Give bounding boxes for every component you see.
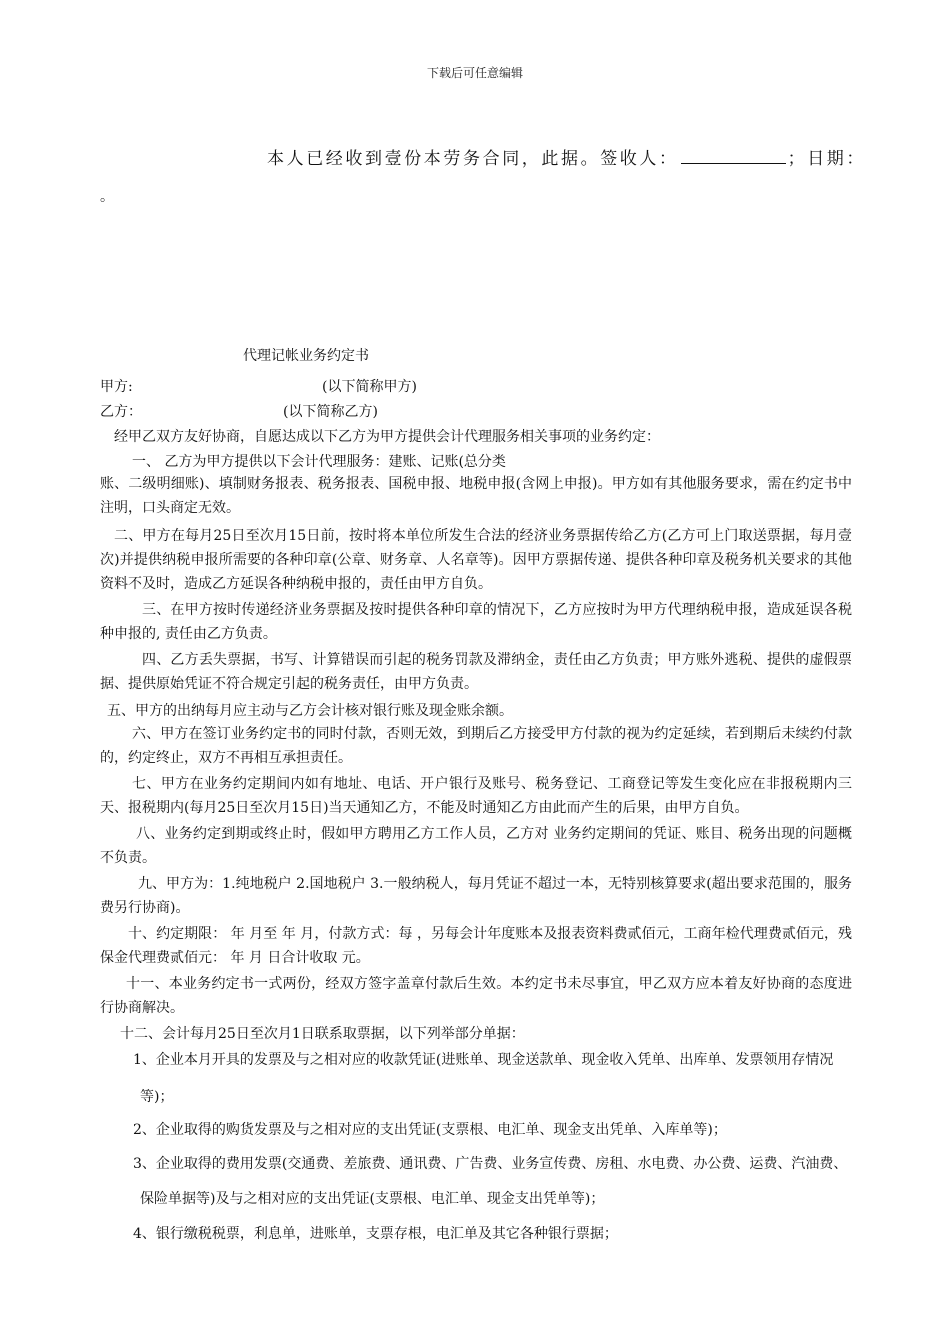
signer-blank [681, 149, 786, 164]
list-item-2: 2、企业取得的购货发票及与之相对应的支出凭证(支票根、电汇单、现金支出凭单、入库单等)； [133, 1122, 727, 1138]
clause-8: 八、业务约定到期或终止时，假如甲方聘用乙方工作人员，乙方对 业务约定期间的凭证、账目、税务出现的问题概不负责。 [100, 826, 852, 866]
document-title: 代理记帐业务约定书 [243, 348, 369, 364]
clause-12: 十二、会计每月25日至次月1日联系取票据，以下列举部分单据： [120, 1026, 525, 1042]
list-item-4: 4、银行缴税税票，利息单，进账单，支票存根，电汇单及其它各种银行票据； [133, 1226, 618, 1242]
receipt-end: 。 [100, 189, 114, 205]
party-a-note: (以下简称甲方) [322, 379, 417, 395]
header-note: 下载后可任意编辑 [426, 66, 523, 80]
clause-1-line1: 一、 乙方为甲方提供以下会计代理服务：建账、记账(总分类 [132, 454, 506, 470]
clause-1-rest: 账、二级明细账)、填制财务报表、税务报表、国税申报、地税申报(含网上申报)。甲方如有其他服务要求，需在约定书中注明，口头商定无效。 [100, 476, 852, 516]
clause-10: 十、约定期限： 年 月至 年 月，付款方式：每 ，另每会计年度账本及报表资料费贰佰元，工商年检代理费贰佰元，残保金代理费贰佰元： 年 月 日合计收取 元。 [100, 926, 852, 966]
clause-5: 五、甲方的出纳每月应主动与乙方会计核对银行账及现金账余额。 [107, 703, 513, 719]
clause-7: 七、甲方在业务约定期间内如有地址、电话、开户银行及账号、税务登记、工商登记等发生变化应在非报税期内三天、报税期内(每月25日至次月15日)当天通知乙方，不能及时通知乙方由此而产生的后果，由甲方自负。 [100, 776, 852, 816]
receipt-text: 本人已经收到壹份本劳务合同，此据。签收人： [267, 149, 679, 169]
party-a-label: 甲方: [100, 379, 133, 395]
party-b-label: 乙方： [100, 404, 142, 420]
list-item-3-cont: 保险单据等)及与之相对应的支出凭证(支票根、电汇单、现金支出凭单等)； [140, 1191, 605, 1207]
clause-9: 九、甲方为：1.纯地税户 2.国地税户 3.一般纳税人，每月凭证不超过一本，无特别核算要求(超出要求范围的，服务费另行协商)。 [100, 876, 852, 916]
clause-6: 六、甲方在签订业务约定书的同时付款，否则无效，到期后乙方接受甲方付款的视为约定延续，若到期后未续约付款的，约定终止，双方不再相互承担责任。 [100, 726, 852, 766]
receipt-date-label: ；日期： [787, 149, 867, 169]
party-b-note: (以下简称乙方) [283, 404, 378, 420]
list-item-1: 1、企业本月开具的发票及与之相对应的收款凭证(进账单、现金送款单、现金收入凭单、出库单、发票领用存情况 [133, 1052, 834, 1068]
intro-paragraph: 经甲乙双方友好协商，自愿达成以下乙方为甲方提供会计代理服务相关事项的业务约定： [114, 429, 660, 445]
clause-11: 十一、本业务约定书一式两份，经双方签字盖章付款后生效。本约定书未尽事宜，甲乙双方应本着友好协商的态度进行协商解决。 [100, 976, 852, 1016]
clause-4: 四、乙方丢失票据，书写、计算错误而引起的税务罚款及滞纳金，责任由乙方负责；甲方账外逃税、提供的虚假票据、提供原始凭证不符合规定引起的税务责任，由甲方负责。 [100, 652, 852, 692]
clause-3: 三、在甲方按时传递经济业务票据及按时提供各种印章的情况下，乙方应按时为甲方代理纳税申报，造成延误各税种申报的, 责任由乙方负责。 [100, 602, 852, 642]
clause-2: 二、甲方在每月25日至次月15日前，按时将本单位所发生合法的经济业务票据传给乙方(乙方可上门取送票据，每月壹次)并提供纳税申报所需要的各种印章(公章、财务章、人名章等)。因甲方票据传递、提供各种印章及税务机关要求的其他资料不及时，造成乙方延误各种纳税申报的，责任由甲方自负。 [100, 528, 852, 592]
list-item-3: 3、企业取得的费用发票(交通费、差旅费、通讯费、广告费、业务宣传费、房租、水电费、办公费、运费、汽油费、 [133, 1156, 848, 1172]
receipt-line [267, 144, 866, 169]
list-item-1-cont: 等)； [140, 1089, 174, 1105]
